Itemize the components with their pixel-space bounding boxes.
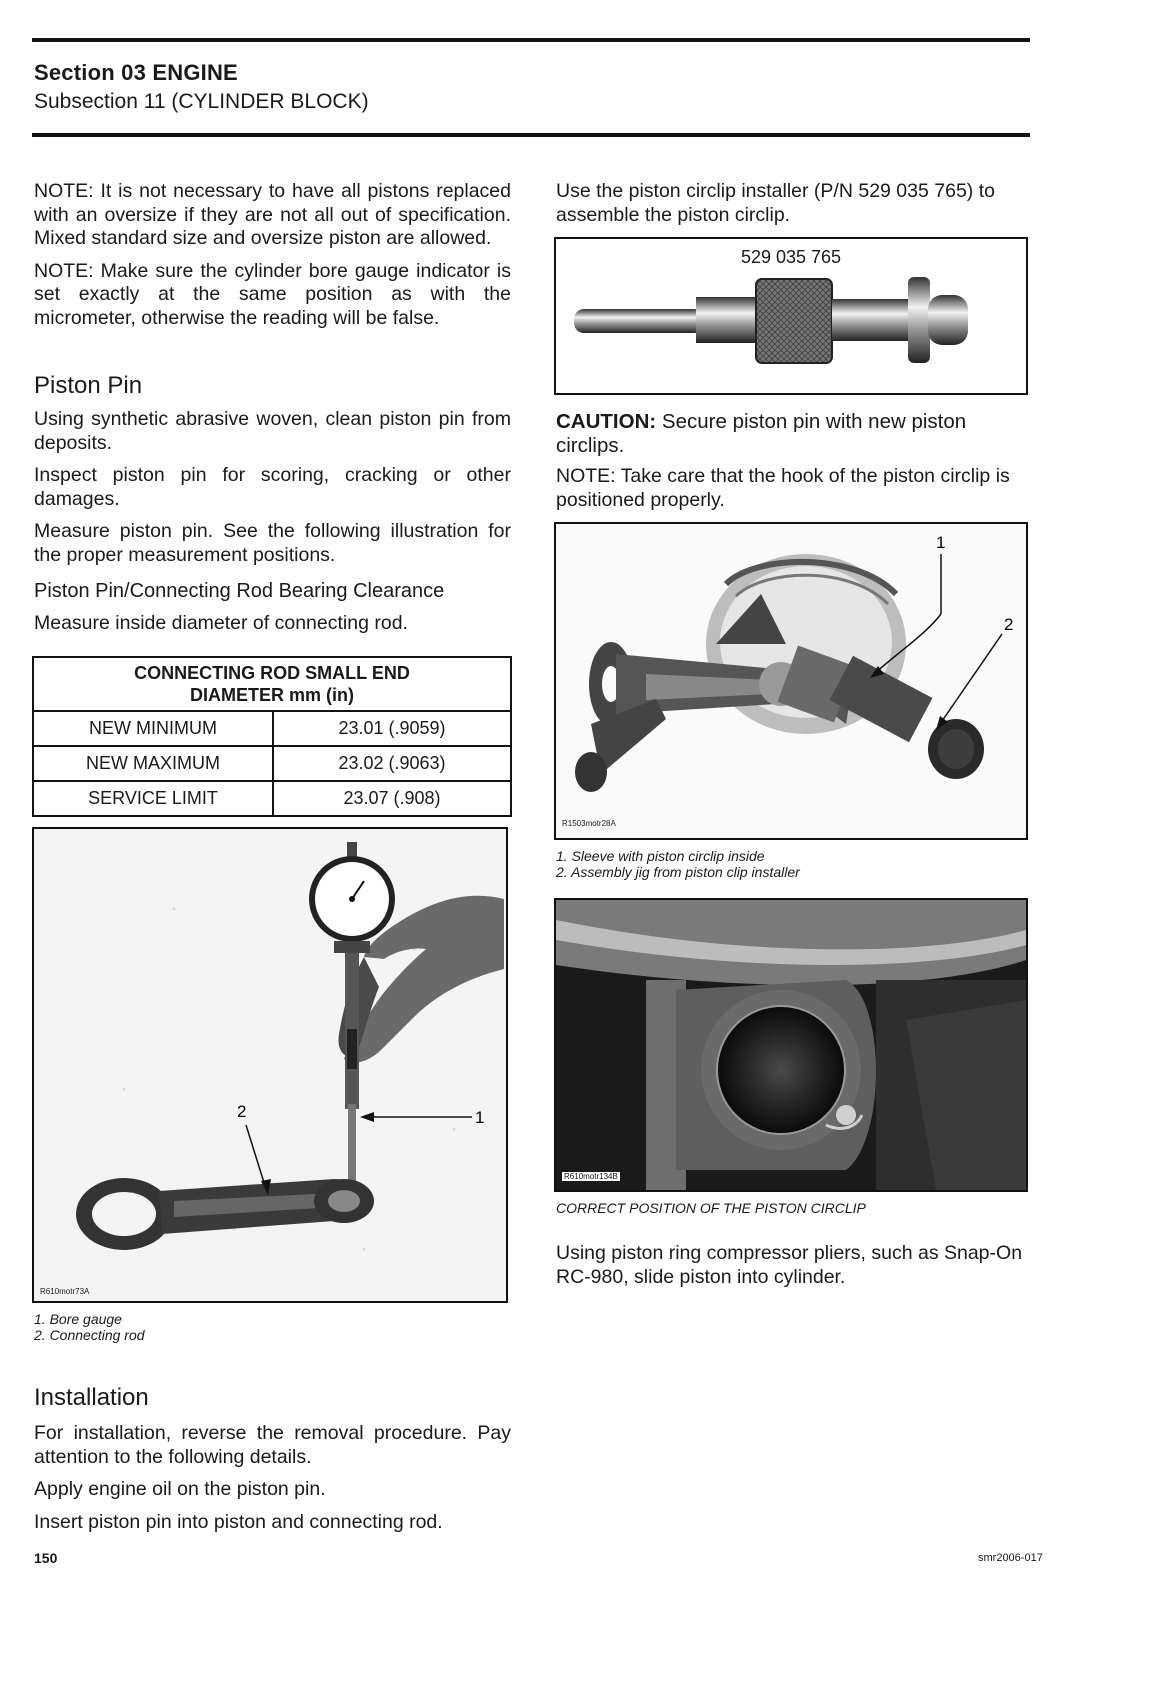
circlip-position-illustration [556, 900, 1026, 1190]
table-header-line2: DIAMETER mm (in) [190, 685, 354, 705]
note-bore-gauge: NOTE: Make sure the cylinder bore gauge indicator is set exactly at the same position as with the micrometer, otherwise the reading will be false. [34, 259, 511, 329]
header-rule-bottom [32, 133, 1030, 137]
table-cell-label: NEW MAXIMUM [33, 746, 273, 781]
legend-sleeve: 1. Sleeve with piston circlip inside [556, 848, 765, 864]
callout-1: 1 [475, 1108, 485, 1127]
installation-oil: Apply engine oil on the piston pin. [34, 1478, 326, 1500]
document-code: smr2006-017 [978, 1552, 1043, 1564]
figure-ref: R610motr134B [564, 1172, 618, 1181]
installation-insert: Insert piston pin into piston and connecting rod. [34, 1510, 443, 1533]
left-notes [34, 180, 511, 339]
callout-2: 2 [237, 1102, 247, 1121]
page-number: 150 [34, 1550, 58, 1566]
figure-ref: R610motr73A [40, 1287, 90, 1296]
legend-bore-gauge: 1. Bore gauge [34, 1311, 122, 1327]
heading-clearance: Piston Pin/Connecting Rod Bearing Clearance [34, 580, 445, 602]
legend-connecting-rod: 2. Connecting rod [34, 1327, 145, 1343]
note-circlip-hook: NOTE: Take care that the hook of the piston circlip is positioned properly. [556, 465, 1010, 511]
subsection-title: Subsection 11 (CYLINDER BLOCK) [34, 90, 369, 113]
figure-circlip-installer-tool [554, 237, 1028, 395]
callout-2: 2 [1004, 615, 1014, 634]
table-cell-label: NEW MINIMUM [33, 711, 273, 746]
caution-block [556, 410, 1034, 457]
caution-label: CAUTION: [556, 410, 657, 433]
table-cell-value: 23.02 (.9063) [273, 746, 511, 781]
figure-caption-circlip-position: CORRECT POSITION OF THE PISTON CIRCLIP [556, 1200, 866, 1216]
tool-part-number: 529 035 765 [740, 247, 842, 267]
figure-bore-gauge [32, 827, 508, 1303]
note-oversize: NOTE: It is not necessary to have all pistons replaced with an oversize if they are not all out of specification. Mixed standard size and oversize piston are allowed. [34, 180, 511, 249]
installation-text [34, 1422, 511, 1543]
table-row [33, 711, 511, 746]
table-cell-value: 23.07 (.908) [273, 781, 511, 816]
table-row [33, 781, 511, 816]
figure-circlip-position-photo [554, 898, 1028, 1192]
table-header-row [33, 657, 511, 711]
section-title: Section 03 ENGINE [34, 60, 238, 85]
header-rule-top [32, 38, 1030, 42]
small-end-diameter-table [32, 656, 512, 817]
caution-text: Secure piston pin with new piston circlips. [556, 410, 967, 457]
piston-pin-text [34, 408, 511, 576]
bore-gauge-illustration [34, 829, 506, 1301]
circlip-installer-text [556, 180, 1034, 236]
heading-installation: Installation [34, 1384, 149, 1411]
installation-reverse: For installation, reverse the removal procedure. Pay attention to the following details. [34, 1422, 511, 1468]
figure-ref: R1503motr28A [562, 819, 616, 828]
table-header [33, 657, 511, 711]
table-header-line1: CONNECTING ROD SMALL END [134, 663, 410, 683]
legend-assembly-jig: 2. Assembly jig from piston clip installer [556, 864, 800, 880]
table-row [33, 746, 511, 781]
clearance-text: Measure inside diameter of connecting rod. [34, 612, 408, 634]
callout-1: 1 [936, 533, 946, 552]
circlip-assembly-illustration [556, 524, 1026, 838]
piston-compressor-text: Using piston ring compressor pliers, such as Snap-On RC-980, slide piston into cylinder. [556, 1242, 1023, 1288]
piston-pin-inspect: Inspect piston pin for scoring, cracking or other damages. [34, 464, 511, 510]
circlip-installer-instruction: Use the piston circlip installer (P/N 529 035 765) to assemble the piston circlip. [556, 180, 995, 226]
table-cell-label: SERVICE LIMIT [33, 781, 273, 816]
figure-circlip-assembly [554, 522, 1028, 840]
piston-pin-clean: Using synthetic abrasive woven, clean piston pin from deposits. [34, 408, 511, 454]
table-cell-value: 23.01 (.9059) [273, 711, 511, 746]
heading-piston-pin: Piston Pin [34, 372, 143, 399]
piston-pin-measure: Measure piston pin. See the following illustration for the proper measurement positions. [34, 520, 511, 566]
